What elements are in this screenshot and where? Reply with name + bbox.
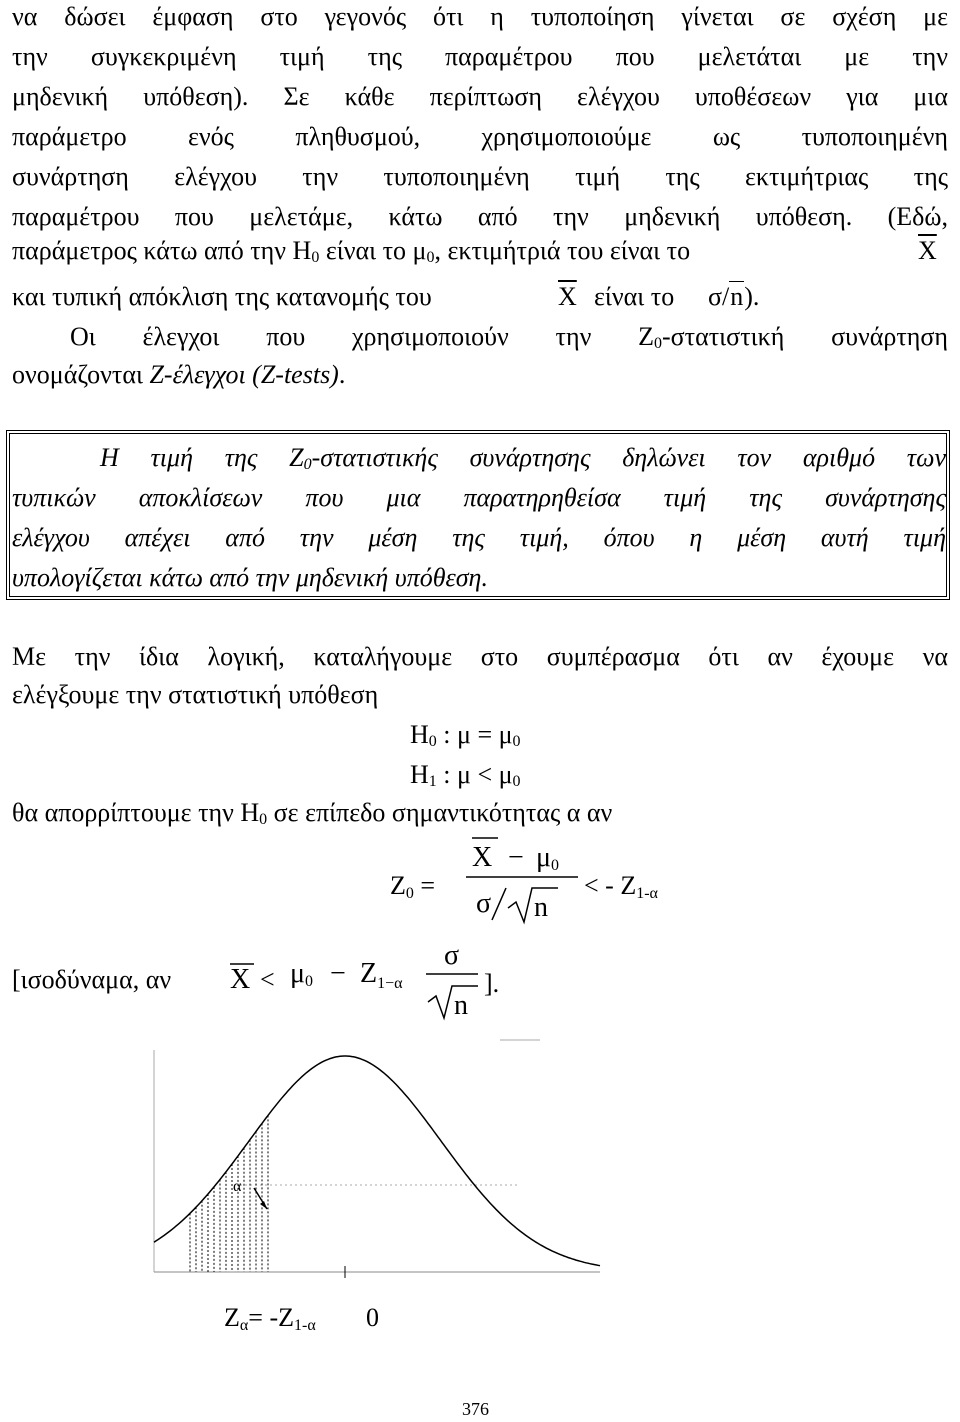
normal-distribution-figure [140, 1030, 620, 1330]
alpha-label: α [233, 1178, 242, 1195]
mu-symbol: μ0 [536, 842, 560, 874]
box-text-line: τυπικών αποκλίσεων που μια παρατηρηθείσα τιμή της συνάρτησης [12, 483, 946, 512]
text-line: να δώσει έμφαση στο γεγονός ότι η τυποποίηση γίνεται σε σχέση με [12, 2, 948, 31]
z-symbol: $Z_{1-\alpha}$ [360, 958, 403, 992]
z-statistic-formula [380, 832, 710, 932]
mu-symbol: μ0 [290, 958, 314, 990]
z0-symbol: Z0 = [390, 871, 436, 902]
text-line: θα απορρίπτουμε την $H_0$ σε επίπεδο σημαντικότητας α αν [12, 798, 613, 828]
equivalent-label: [ισοδύναμα, αν [12, 965, 172, 994]
text-line: και τυπική απόκλιση της κατανομής του [12, 282, 432, 311]
text-line: συνάρτηση ελέγχου την τυποποιημένη τιμή της εκτιμήτριας της [12, 162, 948, 191]
alpha-arrowhead [260, 1201, 267, 1209]
text-line: παράμετρο ενός πληθυσμού, χρησιμοποιούμε ως τυποποιημένη [12, 122, 948, 151]
x-bar-symbol: X [472, 842, 493, 873]
equivalent-condition [8, 930, 528, 1030]
text-line: μηδενική υπόθεση). Σε κάθε περίπτωση ελέγχου υποθέσεων για μια [12, 82, 948, 111]
less-than-sign: < [260, 965, 275, 994]
text-line: παραμέτρου που μελετάμε, κάτω από την μηδενική υπόθεση. (Εδώ, [12, 202, 948, 231]
minus-sign: − [330, 958, 346, 989]
critical-value: < - Z1-α [584, 871, 658, 902]
page-number: 376 [462, 1399, 489, 1419]
closing-bracket: ]. [484, 969, 500, 998]
text-line: είναι το [594, 282, 675, 311]
text-line: την συγκεκριμένη τιμή της παραμέτρου που μελετάται με την [12, 42, 948, 71]
x-bar-symbol: $\overline{X}$ [918, 236, 937, 265]
text-line: Με την ίδια λογική, καταλήγουμε στο συμπέρασμα ότι αν έχουμε να [12, 642, 948, 671]
text-line: παράμετρος κάτω από την $H_0$ είναι το $\mu_0$, εκτιμήτριά του είναι το [12, 236, 691, 266]
box-text-line: ελέγχου απέχει από την μέση της τιμή, όπου η μέση αυτή τιμή [12, 523, 946, 552]
sigma-symbol: σ [444, 940, 460, 971]
normal-curve [154, 1056, 600, 1266]
alternative-hypothesis: $H_1$ : $\mu < \mu_0$ [410, 760, 521, 790]
sigma-symbol: σ [476, 888, 492, 919]
null-hypothesis: $H_0$ : $\mu = \mu_0$ [410, 720, 521, 750]
sigma-over-root-n: σ/n). [708, 282, 760, 311]
text-line: ελέγξουμε την στατιστική υπόθεση [12, 680, 379, 709]
box-text-line: υπολογίζεται κάτω από την μηδενική υπόθεση. [12, 563, 488, 592]
zero-label: 0 [366, 1303, 379, 1330]
x-bar-symbol: X [230, 964, 251, 995]
n-symbol: n [534, 892, 548, 923]
text-line: Οι έλεγχοι που χρησιμοποιούν την $Z_0$-στατιστική συνάρτηση [70, 322, 948, 352]
text-line: ονομάζονται Z-έλεγχοι (Z-tests). [12, 360, 346, 389]
rejection-region-hatching [190, 1115, 268, 1272]
box-text-line: H τιμή της $Z_0$-στατιστικής συνάρτησης δηλώνει τον αριθμό των [100, 443, 947, 473]
z-alpha-label: Zα= -Z1-α [224, 1303, 316, 1330]
x-bar-symbol: $\overline{X}$ [558, 282, 577, 311]
n-symbol: n [454, 990, 468, 1021]
minus-sign: − [508, 842, 524, 873]
